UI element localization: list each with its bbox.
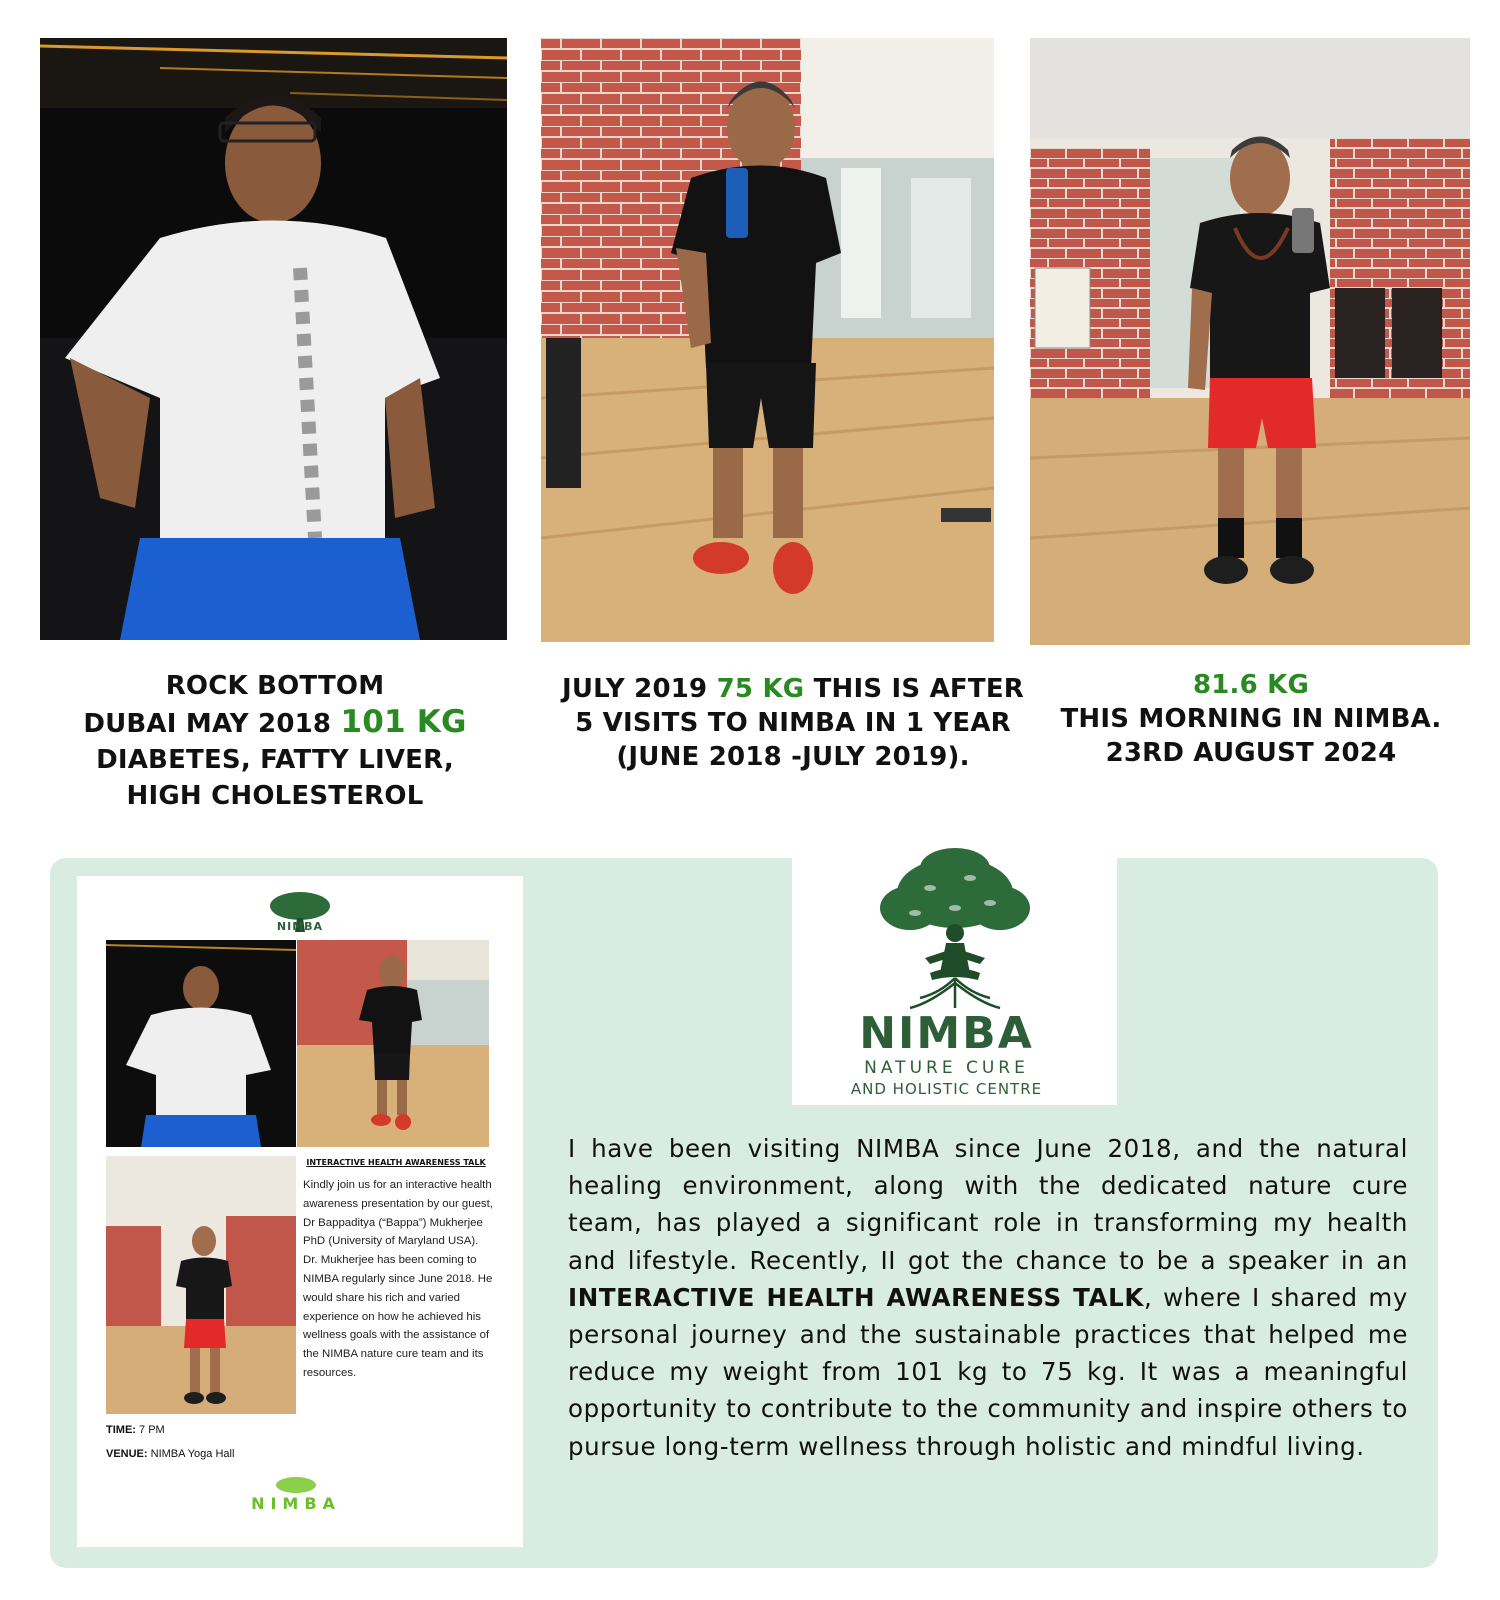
caption-1-line-1: ROCK BOTTOM [165, 671, 385, 701]
testimonial-bold: INTERACTIVE HEALTH AWARENESS TALK [568, 1282, 1144, 1312]
flyer-venue [106, 1448, 234, 1460]
caption-3-line-3: 23RD AUGUST 2024 [1105, 738, 1397, 768]
photo-rock-bottom [40, 38, 507, 640]
flyer-talk-body: Kindly join us for an interactive health awareness presentation by our guest, Dr Bappaditya (“Bappa”) Mukherjee PhD (University of Maryland USA). Dr. Mukherjee has been coming to NIMBA regularly since June 2018. He would share his rich and varied experience on how he achieved his wellness goals with the assistance of the NIMBA nature cure team and its resources. [303, 1179, 493, 1379]
caption-2-line-1 [548, 672, 1038, 706]
logo-tagline-1: NATURE CURE [864, 1058, 1029, 1078]
caption-1-line-4: HIGH CHOLESTEROL [126, 781, 424, 811]
flyer-venue-value: NIMBA Yoga Hall [150, 1448, 235, 1460]
caption-2-weight: 75 KG [716, 674, 805, 704]
nimba-logo [792, 858, 1117, 1105]
caption-3-line-2: THIS MORNING IN NIMBA. [1060, 704, 1442, 734]
caption-rock-bottom [40, 668, 510, 814]
flyer-footer-logo-text: NIMBA [251, 1494, 341, 1513]
flyer-photo-3 [106, 1156, 296, 1414]
flyer-footer-logo [224, 1476, 368, 1516]
flyer-time [106, 1424, 165, 1436]
flyer-photo-1 [106, 940, 296, 1147]
logo-name: NIMBA [859, 1008, 1034, 1059]
tree-of-life-icon [870, 838, 1040, 1013]
photo-august-2024 [1030, 38, 1470, 645]
flyer-time-value: 7 PM [139, 1424, 165, 1436]
flyer-photo-2 [297, 940, 489, 1147]
caption-1-line-2 [40, 704, 510, 742]
caption-1-line-3: DIABETES, FATTY LIVER, [96, 745, 454, 775]
flyer-venue-label: VENUE: [106, 1448, 148, 1460]
testimonial-part-2: , where I shared my personal journey and the sustainable practices that helped me reduce my weight from 101 kg to 75 kg. It was a meaningful opportunity to contribute to the community and inspire others to pursue long-term wellness through holistic and mindful living. [568, 1282, 1408, 1461]
caption-2-date: JULY 2019 [561, 674, 708, 704]
caption-1-date: DUBAI MAY 2018 [83, 709, 332, 739]
logo-tagline-2: AND HOLISTIC CENTRE [850, 1080, 1043, 1098]
caption-july-2019 [548, 672, 1038, 774]
caption-1-weight: 101 KG [340, 704, 467, 740]
testimonial-part-1: I have been visiting NIMBA since June 2018, and the natural healing environment, along with the dedicated nature cure team, has played a significant role in transforming my health and lifestyle. Recently, II got the chance to be a speaker in an [568, 1134, 1408, 1275]
caption-august-2024 [1036, 668, 1466, 770]
caption-2-suffix: THIS IS AFTER [813, 674, 1025, 704]
caption-2-line-2: 5 VISITS TO NIMBA IN 1 YEAR [575, 708, 1011, 738]
flyer-time-label: TIME: [106, 1424, 136, 1436]
flyer-logo-text: NIMBA [276, 920, 324, 933]
caption-3-weight: 81.6 KG [1192, 670, 1310, 700]
caption-2-line-3: (JUNE 2018 -JULY 2019). [616, 742, 970, 772]
photo-july-2019 [541, 38, 994, 642]
testimonial-text [568, 1130, 1408, 1465]
event-flyer [77, 876, 523, 1547]
flyer-talk-title: INTERACTIVE HEALTH AWARENESS TALK [306, 1158, 486, 1167]
